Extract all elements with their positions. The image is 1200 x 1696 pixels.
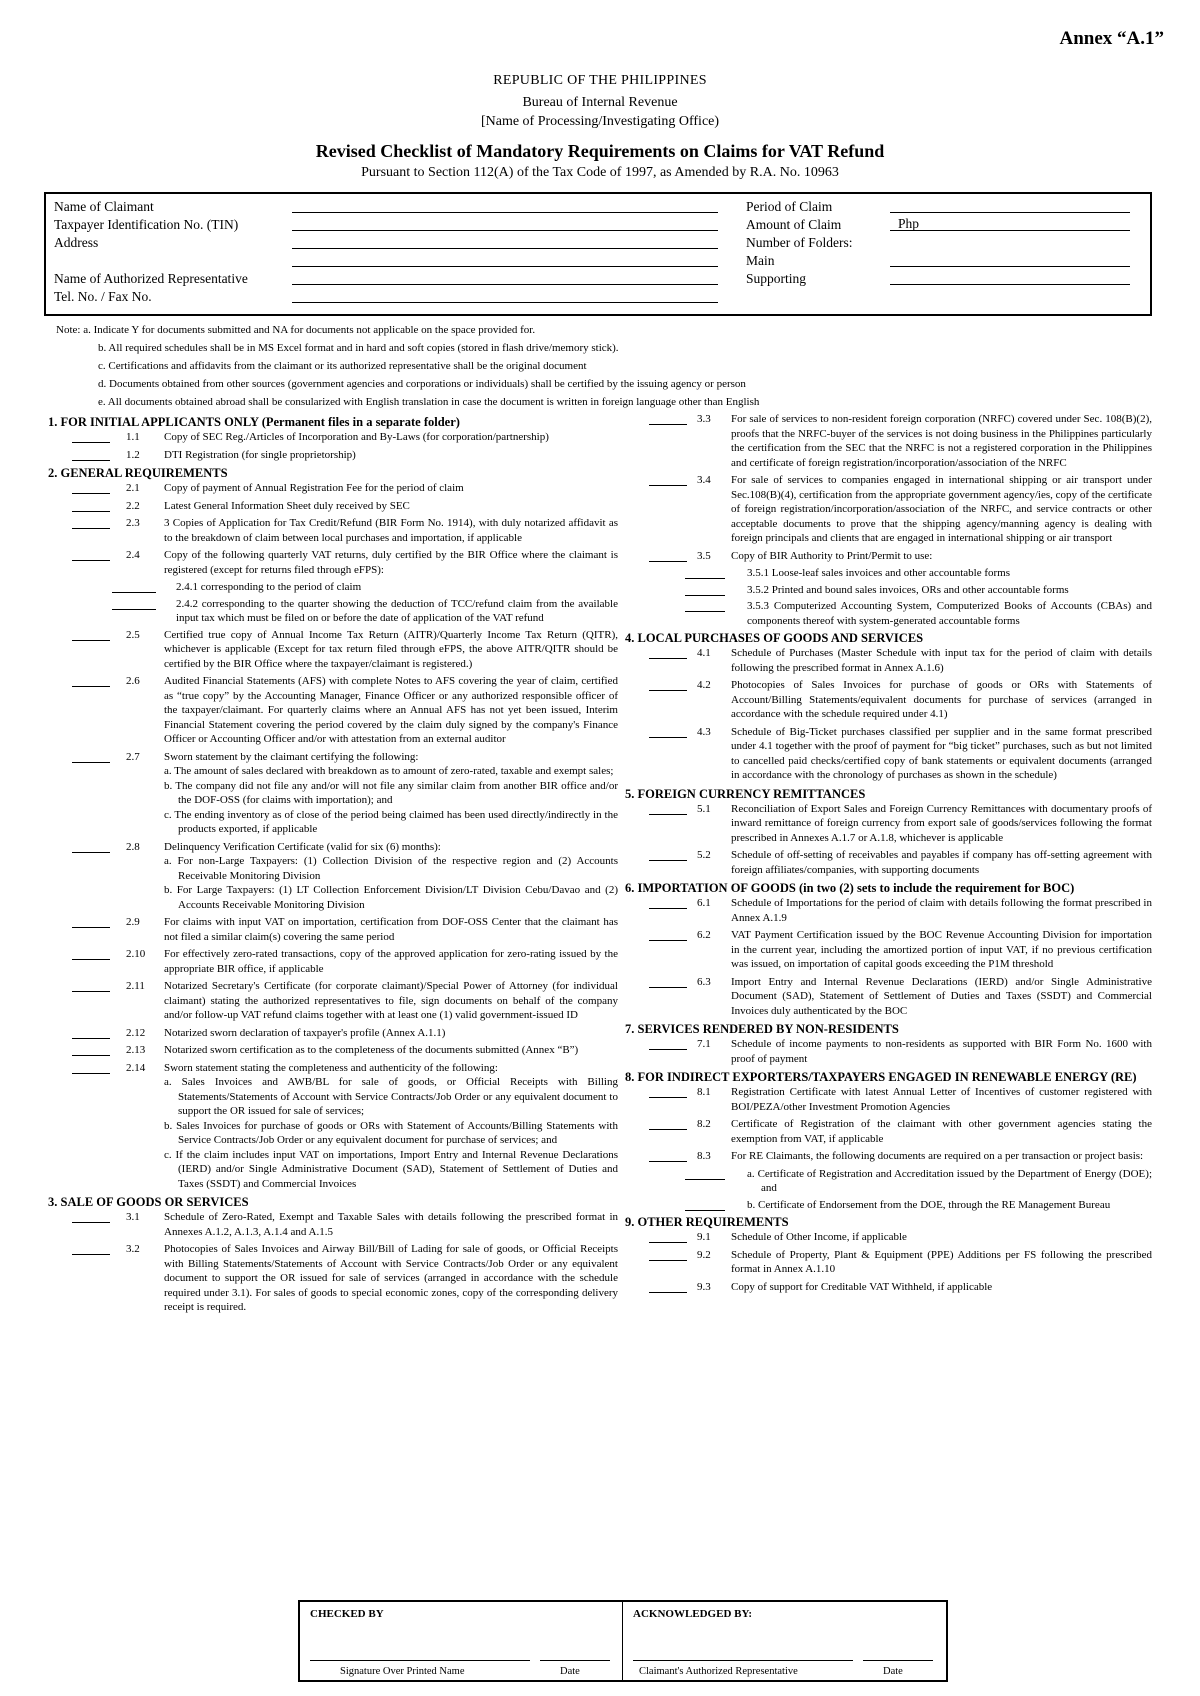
check-blank[interactable]: [649, 424, 687, 425]
check-blank[interactable]: [72, 528, 110, 529]
notes: [56, 321, 759, 411]
amount-value: Php: [898, 216, 920, 231]
tin-label: Taxpayer Identification No. (TIN): [54, 217, 239, 232]
check-blank[interactable]: [649, 658, 687, 659]
signature-box: [298, 1600, 948, 1682]
folders-label: Number of Folders:: [746, 235, 853, 250]
check-blank[interactable]: [72, 1254, 110, 1255]
amount-field[interactable]: [890, 230, 1130, 231]
check-blank[interactable]: [649, 860, 687, 861]
checklist-item-2-1: 2.1 Copy of payment of Annual Registration Fee for the period of claim: [48, 481, 618, 496]
checklist-item-4-3: 4.3 Schedule of Big-Ticket purchases classified per supplier and in the same format prescribed under 4.1 together with the proof of payment for “big ticket” purchases, such as but not limited to cancelled paid checks/certified copy of bank statements or equivalent documents (arranged in accordance with the chronology of purchases as shown in the schedule): [625, 725, 1152, 783]
checked-by-label: CHECKED BY: [310, 1608, 384, 1620]
checked-by-panel: [300, 1602, 623, 1680]
check-blank[interactable]: [649, 1260, 687, 1261]
claimant-name-label: Name of Claimant: [54, 199, 154, 214]
item-2-14-b: b. Sales Invoices for purchase of goods or ORs with Statement of Accounts/Billing Statements with Service Contracts/Job Order or any equivalent document for purchase of services; and: [164, 1119, 618, 1146]
authorized-rep-label: Name of Authorized Representative: [54, 271, 248, 286]
check-blank[interactable]: [649, 1292, 687, 1293]
check-blank[interactable]: [72, 686, 110, 687]
main-field[interactable]: [890, 266, 1130, 267]
checked-by-signature-line[interactable]: [310, 1660, 530, 1661]
note-d: d. Documents obtained from other sources (government agencies and corporations or individuals) shall be certified by the issuing agency or person: [98, 378, 746, 390]
checklist-item-9-2: 9.2 Schedule of Property, Plant & Equipment (PPE) Additions per FS following the prescribed format in Annex A.1.10: [625, 1248, 1152, 1277]
checklist-item-2-9: 2.9 For claims with input VAT on importation, certification from DOF-OSS Center that the claimant has not filed a similar claim(s) covering the same period: [48, 915, 618, 944]
check-blank[interactable]: [72, 991, 110, 992]
section-6-heading: 6. IMPORTATION OF GOODS (in two (2) sets to include the requirement for BOC): [625, 881, 1075, 895]
supporting-label: Supporting: [746, 271, 807, 286]
check-blank[interactable]: [685, 611, 725, 612]
checklist-item-5-2: 5.2 Schedule of off-setting of receivables and payables if company has off-setting agreement with foreign affiliates/companies, with supporting documents: [625, 848, 1152, 877]
checklist-item-8-1: 8.1 Registration Certificate with latest Annual Letter of Incentives of customer registered with BOI/PEZA/other Investment Promotion Agencies: [625, 1085, 1152, 1114]
section-2-heading: 2. GENERAL REQUIREMENTS: [48, 466, 228, 480]
check-blank[interactable]: [649, 987, 687, 988]
checklist-item-4-2: 4.2 Photocopies of Sales Invoices for purchase of goods or ORs with Statements of Account/Billing Statements/equivalent documents for purchase of services (arranged in accordance with the schedule required under 4.1): [625, 678, 1152, 722]
checklist-item-1-1: 1.1 Copy of SEC Reg./Articles of Incorporation and By-Laws (for corporation/partnership): [48, 430, 618, 445]
checklist-item-2-2: 2.2 Latest General Information Sheet duly received by SEC: [48, 499, 618, 514]
check-blank[interactable]: [72, 493, 110, 494]
item-2-7-a: a. The amount of sales declared with breakdown as to amount of zero-rated, taxable and exempt sales;: [164, 765, 614, 777]
acknowledged-by-signature-line[interactable]: [633, 1660, 853, 1661]
note-b: b. All required schedules shall be in MS Excel format and in hard and soft copies (stored in flash drive/memory stick).: [98, 342, 619, 354]
tel-label: Tel. No. / Fax No.: [54, 289, 152, 304]
section-1-heading: 1. FOR INITIAL APPLICANTS ONLY (Permanent files in a separate folder): [48, 415, 460, 429]
claimant-info-box: [44, 192, 1152, 316]
checklist-item-2-3: 2.3 3 Copies of Application for Tax Credit/Refund (BIR Form No. 1914), with duly notarized affidavit as to the breakdown of claim between local purchases and importation, if applicable: [48, 516, 618, 545]
checklist-item-2-12: 2.12 Notarized sworn declaration of taxpayer's profile (Annex A.1.1): [48, 1026, 618, 1041]
tin-field[interactable]: [292, 230, 718, 231]
checked-by-date-caption: Date: [560, 1666, 580, 1677]
checklist-item-5-1: 5.1 Reconciliation of Export Sales and Foreign Currency Remittances with documentary proofs of inward remittance of foreign currency from export sale of goods/services following the format prescribed in Annexes A.1.7 or A.1.8, whichever is applicable: [625, 802, 1152, 846]
item-2-14-a: a. Sales Invoices and AWB/BL for sale of goods, or Official Receipts with Billing Statements/Statements of Account with Service Contracts/Job Order or any equivalent document to support the OR issued for sale of services;: [164, 1076, 618, 1117]
section-4-heading: 4. LOCAL PURCHASES OF GOODS AND SERVICES: [625, 631, 924, 645]
check-blank[interactable]: [685, 1210, 725, 1211]
check-blank[interactable]: [649, 690, 687, 691]
item-2-14-c: c. If the claim includes input VAT on importations, Import Entry and Internal Revenue Declarations (IERD) and/or Single Administrative Document (SAD), Statement of Settlement of Duties and Taxes (SSDT) and Commercial Invoices: [164, 1148, 618, 1190]
checklist-item-2-6: 2.6 Audited Financial Statements (AFS) with complete Notes to AFS covering the year of claim, certified as “true copy” by the Accounting Manager, Finance Officer or any authorized responsible officer of the taxpayer/claimant. For quarterly claims where an Annual AFS has not yet been issued, Interim Financial Statement covering the period covered by the claim duly signed by the company's Finance Officer or Accounting Officer and/or with attestation from an external auditor: [48, 674, 618, 747]
checklist-item-2-7: 2.7 Sworn statement by the claimant certifying the following: a. The amount of sales declared with breakdown as to amount of zero-rated, taxable and exempt sales; b. The company did not file any and/or will not file any similar claim from another BIR office and/or the DOF-OSS (for claims with importation); and c. The ending inventory as of close of the period being claimed has been used directly/indirectly in the products exported, if applicable: [48, 750, 618, 837]
left-column: [48, 412, 618, 1318]
check-blank[interactable]: [685, 1179, 725, 1180]
checklist-item-3-5-3: 3.5.3 Computerized Accounting System, Computerized Books of Accounts (CBAs) and components thereof with system-generated accountable forms: [625, 599, 1152, 628]
period-field[interactable]: [890, 212, 1130, 213]
check-blank[interactable]: [649, 485, 687, 486]
office-heading: [Name of Processing/Investigating Office): [480, 114, 720, 129]
checklist-item-6-3: 6.3 Import Entry and Internal Revenue Declarations (IERD) and/or Single Administrative Document (SAD), Statement of Settlement of Duties and Taxes (SSDT) and Commercial Invoices duly authenticated by the BOC: [625, 975, 1152, 1019]
check-blank[interactable]: [72, 511, 110, 512]
check-blank[interactable]: [649, 1129, 687, 1130]
item-2-8-a: a. For non-Large Taxpayers: (1) Collection Division of the respective region and (2) Accounts Receivable Monitoring Division: [164, 855, 618, 882]
checklist-item-2-8: 2.8 Delinquency Verification Certificate (valid for six (6) months): a. For non-Large Taxpayers: (1) Collection Division of the respective region and (2) Accounts Receivable Monitoring Division b. For Large Taxpayers: (1) LT Collection Enforcement Division/LT Division Cebu/Davao and (2) Accounts Receivable Monitoring Division: [48, 840, 618, 913]
acknowledged-by-date-caption: Date: [883, 1666, 903, 1677]
checked-by-signature-caption: Signature Over Printed Name: [340, 1666, 465, 1677]
item-2-8-b: b. For Large Taxpayers: (1) LT Collection Enforcement Division/LT Division Cebu/Davao and (2) Accounts Receivable Monitoring Division: [164, 884, 618, 911]
right-column: [625, 412, 1152, 1297]
checklist-item-2-4-2: 2.4.2 corresponding to the quarter showing the deduction of TCC/refund claim from the available input tax which must be filed on or before the date of application of the VAT refund: [48, 597, 618, 626]
item-2-7-b: b. The company did not file any and/or will not file any similar claim from another BIR office and/or the DOF-OSS (for claims with importation); and: [164, 779, 618, 806]
check-blank[interactable]: [685, 578, 725, 579]
claimant-name-field[interactable]: [292, 212, 718, 213]
acknowledged-by-date-line[interactable]: [863, 1660, 933, 1661]
checklist-item-6-2: 6.2 VAT Payment Certification issued by the BOC Revenue Accounting Division for importation in the current year, including the amortized portion of input VAT, if no previous certification was issued, on importation of capital goods exceeding the P1M threshold: [625, 928, 1152, 972]
check-blank[interactable]: [649, 737, 687, 738]
check-blank[interactable]: [649, 814, 687, 815]
checklist-item-2-5: 2.5 Certified true copy of Annual Income Tax Return (AITR)/Quarterly Income Tax Return (QITR), whichever is applicable (Except for tax return filed through eFPS, the above AITR/QITR should be certified by the BIR Office where the taxpayer/claimant is registered.): [48, 628, 618, 672]
checklist-item-3-3: 3.3 For sale of services to non-resident foreign corporation (NRFC) covered under Sec. 108(B)(2), proofs that the NRFC-buyer of the services is not doing business in the Philippines particularly the certification from the SEC that the NRFC is not a registered corporation in the Philippines and certificate of foreign registration/incorporation/association of the NRFC: [625, 412, 1152, 470]
document-title: Revised Checklist of Mandatory Requirements on Claims for VAT Refund: [315, 141, 885, 161]
address-field-2[interactable]: [292, 266, 718, 267]
check-blank[interactable]: [649, 908, 687, 909]
main-label: Main: [746, 253, 775, 268]
period-label: Period of Claim: [746, 199, 833, 214]
section-7-heading: 7. SERVICES RENDERED BY NON-RESIDENTS: [625, 1022, 899, 1036]
checklist-item-2-11: 2.11 Notarized Secretary's Certificate (for corporate claimant)/Special Power of Attorney (for individual claimant) stating the authorized representatives to file, sign documents on behalf of the company and/or follow-up VAT refund claims together with at least one (1) valid government-issued ID: [48, 979, 618, 1023]
tel-field[interactable]: [292, 302, 718, 303]
bureau-heading: Bureau of Internal Revenue: [522, 95, 678, 110]
check-blank[interactable]: [72, 640, 110, 641]
check-blank[interactable]: [72, 1222, 110, 1223]
check-blank[interactable]: [649, 561, 687, 562]
section-3-heading: 3. SALE OF GOODS OR SERVICES: [48, 1195, 249, 1209]
checklist-item-3-5: 3.5 Copy of BIR Authority to Print/Permit to use:: [625, 549, 1152, 564]
checklist-item-2-4: 2.4 Copy of the following quarterly VAT returns, duly certified by the BIR Office where the claimant is registered (except for returns filed through eFPS):: [48, 548, 618, 577]
checklist-item-3-2: 3.2 Photocopies of Sales Invoices and Airway Bill/Bill of Lading for sale of goods, or Official Receipts with Billing Statements/Statements of Account with Service Contracts/Job Order or any equivalent document to support the OR issued for sale of services (arranged in accordance with the schedule required under 3.1). For sales of goods to special economic zones, copy of the corresponding delivery receipt is required.: [48, 1242, 618, 1315]
checklist-item-9-1: 9.1 Schedule of Other Income, if applicable: [625, 1230, 1152, 1245]
section-9-heading: 9. OTHER REQUIREMENTS: [625, 1215, 789, 1229]
checklist-item-8-3-b: b. Certificate of Endorsement from the DOE, through the RE Management Bureau: [625, 1198, 1152, 1213]
check-blank[interactable]: [72, 1038, 110, 1039]
check-blank[interactable]: [72, 460, 110, 461]
authorized-rep-field[interactable]: [292, 284, 718, 285]
acknowledged-by-signature-caption: Claimant's Authorized Representative: [639, 1666, 798, 1677]
check-blank[interactable]: [649, 1049, 687, 1050]
note-e: e. All documents obtained abroad shall be consularized with English translation in case the document is written in foreign language other than English: [98, 396, 760, 408]
check-blank[interactable]: [72, 1055, 110, 1056]
checklist-item-9-3: 9.3 Copy of support for Creditable VAT Withheld, if applicable: [625, 1280, 1152, 1295]
note-a: Note: a. Indicate Y for documents submitted and NA for documents not applicable on the space provided for.: [56, 324, 536, 336]
checklist-item-4-1: 4.1 Schedule of Purchases (Master Schedule with input tax for the period of claim with details following the prescribed format in Annex A.1.6): [625, 646, 1152, 675]
check-blank[interactable]: [72, 762, 110, 763]
section-8-heading: 8. FOR INDIRECT EXPORTERS/TAXPAYERS ENGAGED IN RENEWABLE ENERGY (RE): [625, 1070, 1137, 1084]
supporting-field[interactable]: [890, 284, 1130, 285]
check-blank[interactable]: [112, 609, 156, 610]
check-blank[interactable]: [685, 595, 725, 596]
check-blank[interactable]: [72, 959, 110, 960]
check-blank[interactable]: [72, 852, 110, 853]
address-field-1[interactable]: [292, 248, 718, 249]
check-blank[interactable]: [72, 442, 110, 443]
item-2-7-c: c. The ending inventory as of close of the period being claimed has been used directly/indirectly in the products exported, if applicable: [164, 808, 618, 835]
checklist-item-2-4-1: 2.4.1 corresponding to the period of claim: [48, 580, 618, 595]
checklist-item-8-3: 8.3 For RE Claimants, the following documents are required on a per transaction or project basis:: [625, 1149, 1152, 1164]
check-blank[interactable]: [649, 1242, 687, 1243]
amount-label: Amount of Claim: [746, 217, 842, 232]
annex-label: Annex “A.1”: [1059, 28, 1164, 49]
checklist-item-2-10: 2.10 For effectively zero-rated transactions, copy of the approved application for zero-rating issued by the appropriate BIR office, if applicable: [48, 947, 618, 976]
check-blank[interactable]: [649, 1161, 687, 1162]
checklist-item-2-14: 2.14 Sworn statement stating the completeness and authenticity of the following: a. Sales Invoices and AWB/BL for sale of goods, or Official Receipts with Billing Statements/Statements of Account with Service Contracts/Job Order or any equivalent document to support the OR issued for sale of services; b. Sales Invoices for purchase of goods or ORs with Statement of Accounts/Billing Statements with Service Contracts/Job Order or any equivalent document for purchase of services; and c. If the claim includes input VAT on importations, Import Entry and Internal Revenue Declarations (IERD) and/or Single Administrative Document (SAD), Statement of Settlement of Duties and Taxes (SSDT) and Commercial Invoices: [48, 1061, 618, 1192]
checklist-item-3-5-2: 3.5.2 Printed and bound sales invoices, ORs and other accountable forms: [625, 583, 1152, 598]
republic-heading: REPUBLIC OF THE PHILIPPINES: [493, 73, 707, 88]
check-blank[interactable]: [72, 560, 110, 561]
checklist-item-6-1: 6.1 Schedule of Importations for the period of claim with details following the format prescribed in Annex A.1.9: [625, 896, 1152, 925]
address-label: Address: [54, 235, 99, 250]
acknowledged-by-label: ACKNOWLEDGED BY:: [633, 1608, 753, 1620]
checklist-item-8-2: 8.2 Certificate of Registration of the claimant with other government agencies stating the exemption from VAT, if applicable: [625, 1117, 1152, 1146]
check-blank[interactable]: [649, 940, 687, 941]
checklist-item-3-5-1: 3.5.1 Loose-leaf sales invoices and other accountable forms: [625, 566, 1152, 581]
section-5-heading: 5. FOREIGN CURRENCY REMITTANCES: [625, 786, 866, 801]
document-subtitle: Pursuant to Section 112(A) of the Tax Code of 1997, as Amended by R.A. No. 10963: [361, 165, 839, 180]
check-blank[interactable]: [649, 1097, 687, 1098]
checklist-item-3-4: 3.4 For sale of services to companies engaged in international shipping or air transport under Sec.108(B)(4), certification from the appropriate government agency/ies, copy of the certificate of foreign registration/incorporation/association of the NRFC, and service contracts or other acceptable documents to prove that the shipping agency/manning agency is dealing with foreign principals and clients that are engaged in international shipping or air transport: [625, 473, 1152, 546]
checklist-item-8-3-a: a. Certificate of Registration and Accreditation issued by the Department of Energy (DOE); and: [625, 1167, 1152, 1196]
checklist-item-7-1: 7.1 Schedule of income payments to non-residents as supported with BIR Form No. 1600 with proof of payment: [625, 1037, 1152, 1066]
acknowledged-by-panel: [623, 1602, 946, 1680]
checklist-item-3-1: 3.1 Schedule of Zero-Rated, Exempt and Taxable Sales with details following the prescribed format in Annexes A.1.2, A.1.3, A.1.4 and A.1.5: [48, 1210, 618, 1239]
check-blank[interactable]: [72, 1073, 110, 1074]
check-blank[interactable]: [112, 592, 156, 593]
checklist-item-1-2: 1.2 DTI Registration (for single proprietorship): [48, 448, 618, 463]
checked-by-date-line[interactable]: [540, 1660, 610, 1661]
check-blank[interactable]: [72, 927, 110, 928]
checklist-item-2-13: 2.13 Notarized sworn certification as to the completeness of the documents submitted (Annex “B”): [48, 1043, 618, 1058]
note-c: c. Certifications and affidavits from the claimant or its authorized representative shall be the original document: [98, 360, 587, 372]
